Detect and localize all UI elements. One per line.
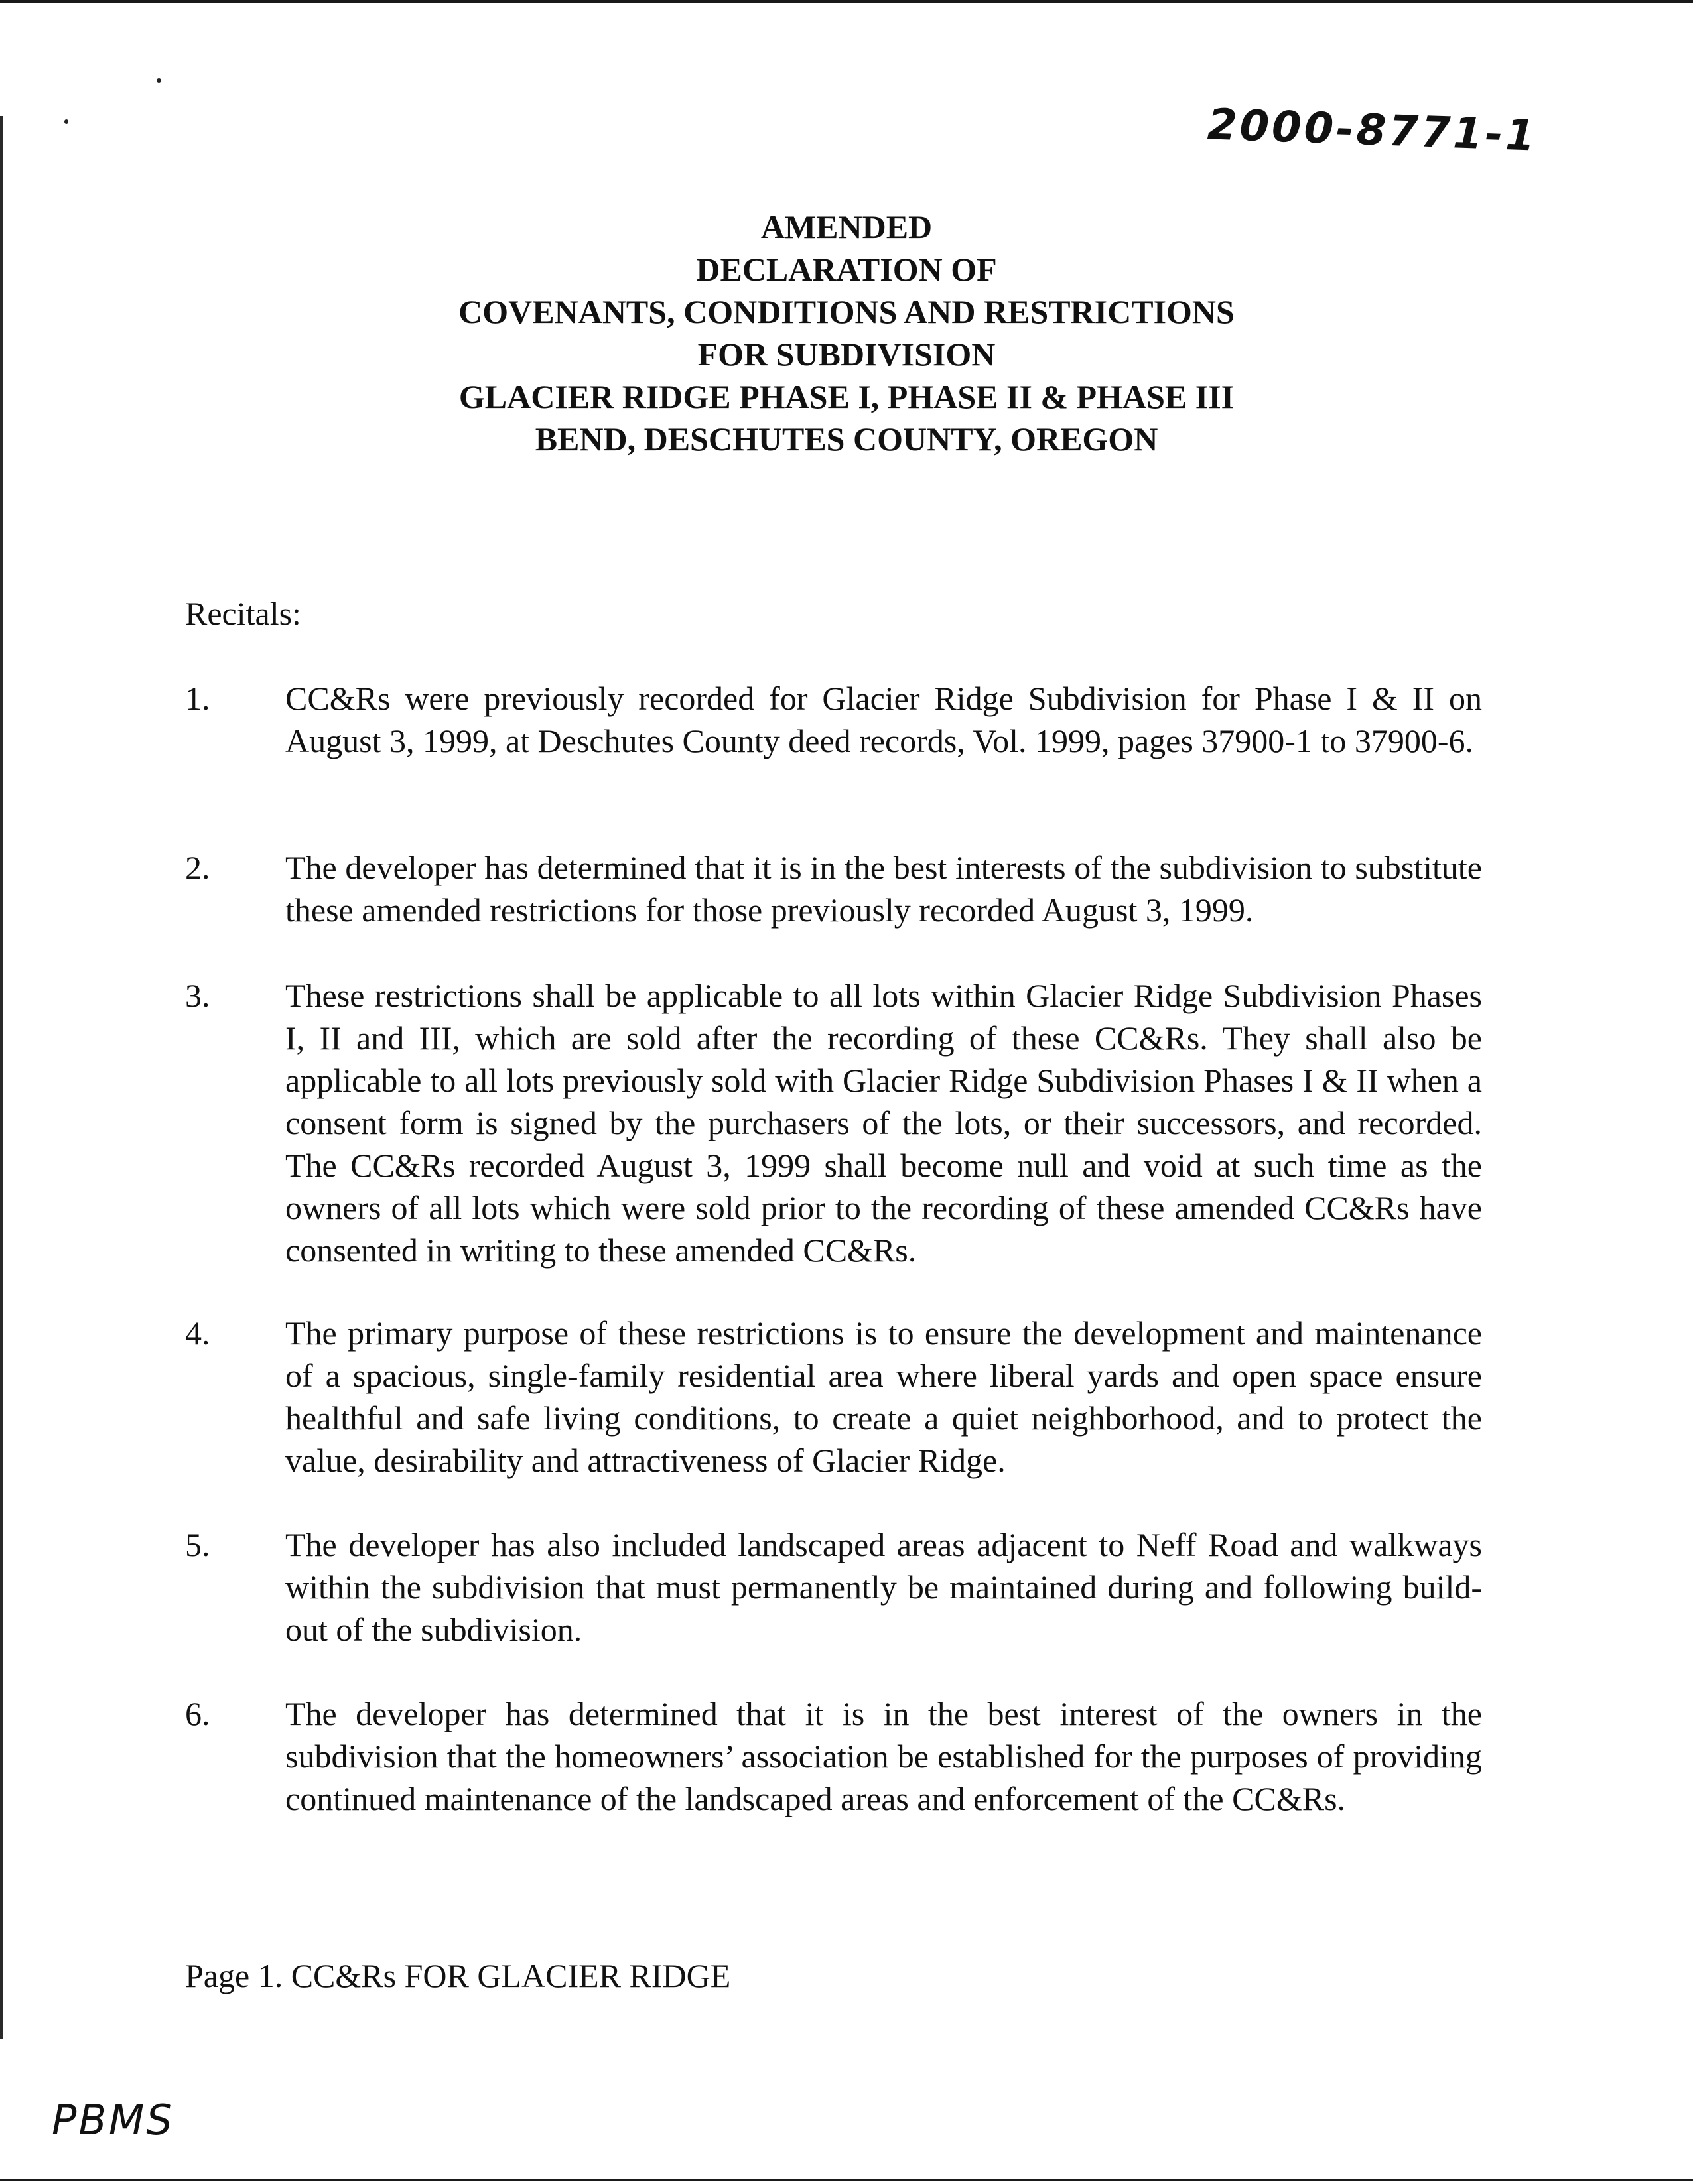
title-line: FOR SUBDIVISION — [697, 336, 996, 373]
recital-item — [185, 1312, 1482, 1482]
recital-item — [185, 974, 1482, 1271]
recital-text: The developer has also included landscaped areas adjacent to Neff Road and walkways within the subdivision that must permanently be maintained during and following build-out of the subdivision. — [285, 1526, 1482, 1648]
title-line: GLACIER RIDGE PHASE I, PHASE II & PHASE III — [458, 378, 1235, 415]
recital-item — [185, 1523, 1482, 1651]
recital-number: 6. — [185, 1695, 210, 1732]
recital-item — [185, 846, 1482, 931]
recital-number: 5. — [185, 1526, 210, 1563]
document-title — [0, 206, 1693, 460]
handwritten-document-number: 2000-8771-1 — [1206, 100, 1539, 161]
recital-item — [185, 1693, 1482, 1820]
recital-item — [185, 677, 1482, 762]
recital-text: CC&Rs were previously recorded for Glacier Ridge Subdivision for Phase I & II on August 3, 1999, at Deschutes County deed records, Vol. 1999, pages 37900-1 to 37900-6. — [285, 680, 1482, 759]
recital-text: The primary purpose of these restrictions is to ensure the development and maintenance of a spacious, single-family residential area where liberal yards and open space ensure healthful and safe living conditions, to create a quiet neighborhood, and to protect the value, desirability and attractiveness of Glacier Ridge. — [285, 1315, 1482, 1479]
title-line: COVENANTS, CONDITIONS AND RESTRICTIONS — [458, 293, 1235, 330]
recital-number: 4. — [185, 1315, 210, 1352]
page-footer: Page 1. CC&Rs FOR GLACIER RIDGE — [185, 1957, 731, 1994]
title-line: BEND, DESCHUTES COUNTY, OREGON — [535, 420, 1158, 458]
title-line: AMENDED — [760, 208, 933, 245]
scan-bottom-border — [0, 2179, 1693, 2181]
scan-speck — [157, 78, 161, 83]
recital-number: 1. — [185, 680, 210, 717]
recital-number: 2. — [185, 849, 210, 886]
scan-top-border — [0, 0, 1693, 3]
handwritten-initials: PBMS — [52, 2096, 174, 2144]
recitals-heading: Recitals: — [185, 595, 301, 632]
recital-text: The developer has determined that it is in the best interests of the subdivision to substitute these amended restrictions for those previously recorded August 3, 1999. — [285, 849, 1482, 929]
recital-text: These restrictions shall be applicable to all lots within Glacier Ridge Subdivision Phases I, II and III, which are sold after the recording of these CC&Rs. They shall also be applicable to all lots previously sold with Glacier Ridge Subdivision Phases I & II when a consent form is signed by the purchasers of the lots, or their successors, and recorded. The CC&Rs recorded August 3, 1999 shall become null and void at such time as the owners of all lots which were sold prior to the recording of these amended CC&Rs have consented in writing to these amended CC&Rs. — [285, 977, 1482, 1269]
title-line: DECLARATION OF — [696, 251, 997, 288]
scan-speck — [64, 119, 68, 124]
recital-text: The developer has determined that it is in the best interest of the owners in the subdivision that the homeowners’ association be established for the purposes of providing continued maintenance of the landscaped areas and enforcement of the CC&Rs. — [285, 1695, 1482, 1817]
recital-number: 3. — [185, 977, 210, 1014]
